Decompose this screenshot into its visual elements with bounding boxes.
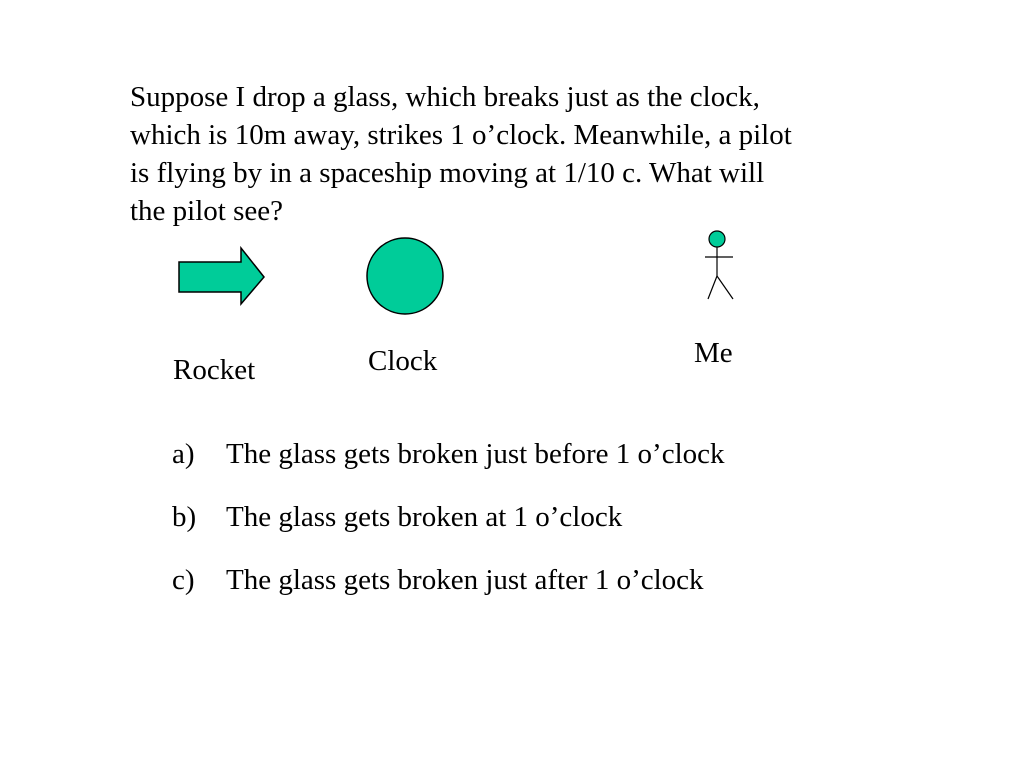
rocket-arrow-icon [179, 248, 264, 304]
option-letter: a) [172, 438, 195, 470]
option-a [172, 434, 725, 474]
option-text: The glass gets broken at 1 o’clock [226, 501, 623, 533]
question-line: which is 10m away, strikes 1 o’clock. Meanwhile, a pilot [130, 119, 792, 151]
answer-options [172, 434, 725, 623]
clock-circle-icon [367, 238, 443, 314]
me-label: Me [694, 337, 733, 369]
clock-label: Clock [368, 345, 438, 377]
rocket-label: Rocket [173, 354, 256, 386]
option-text: The glass gets broken just after 1 o’clock [226, 564, 704, 596]
stick-figure-icon [705, 231, 733, 299]
option-letter: c) [172, 564, 195, 596]
option-c [172, 560, 725, 600]
option-letter: b) [172, 501, 197, 533]
question-line: is flying by in a spaceship moving at 1/10 c. What will [130, 157, 765, 189]
option-b [172, 497, 725, 537]
question-line: the pilot see? [130, 195, 284, 227]
option-text: The glass gets broken just before 1 o’clock [226, 438, 725, 470]
question-line: Suppose I drop a glass, which breaks just as the clock, [130, 81, 760, 113]
